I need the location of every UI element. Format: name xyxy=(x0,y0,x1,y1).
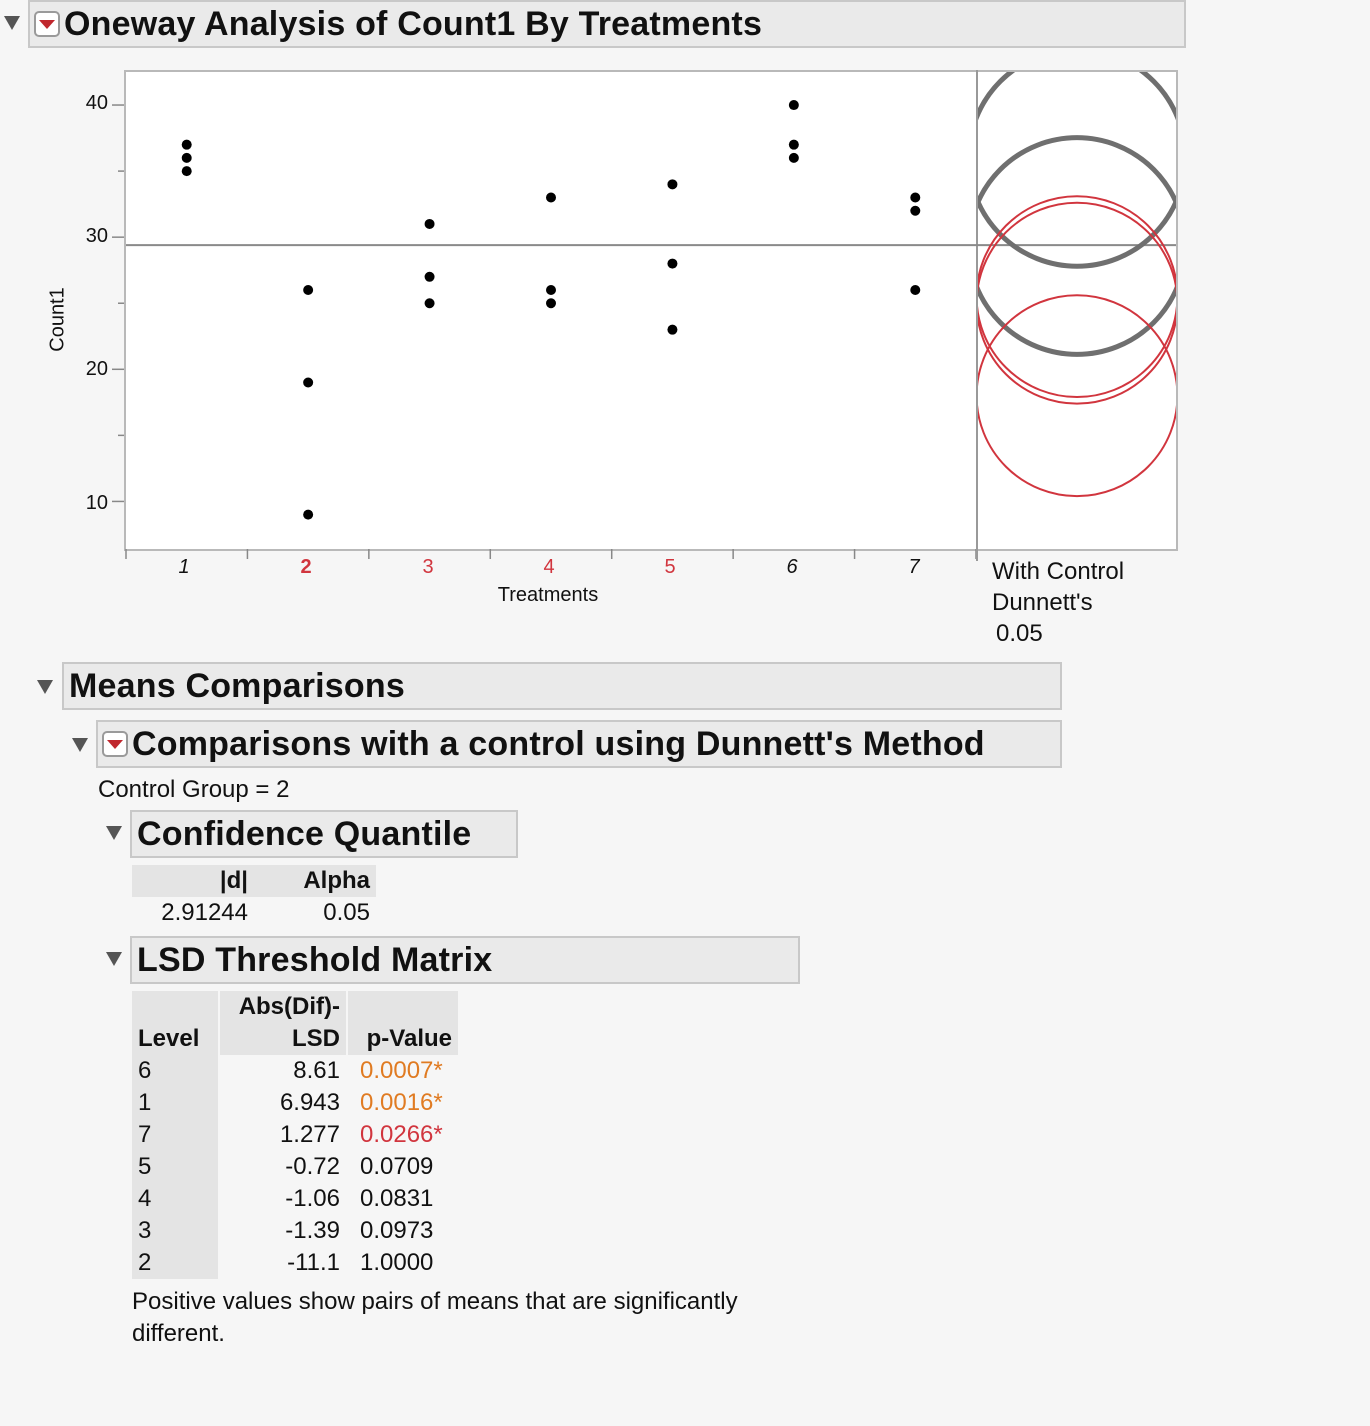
data-point xyxy=(789,100,799,110)
comparison-circle xyxy=(977,196,1178,397)
data-point xyxy=(546,285,556,295)
report-title: Oneway Analysis of Count1 By Treatments xyxy=(64,4,763,43)
abs-dif-lsd-cell: 6.943 xyxy=(279,1089,340,1116)
circle-legend xyxy=(992,556,1124,649)
data-point xyxy=(182,166,192,176)
lsd-matrix-disclosure-icon[interactable] xyxy=(106,952,122,966)
level-cell: 3 xyxy=(132,1215,218,1247)
lsd-matrix-body xyxy=(132,1055,458,1279)
means-comparisons-disclosure-icon[interactable] xyxy=(37,680,53,694)
data-point xyxy=(667,179,677,189)
x-axis-label: Treatments xyxy=(497,584,599,606)
table-row xyxy=(132,1247,458,1279)
data-point xyxy=(667,325,677,335)
p-value-cell: 0.0973 xyxy=(360,1217,434,1244)
confidence-quantile-title: Confidence Quantile xyxy=(137,814,472,853)
x-tick-label: 1 xyxy=(178,556,190,578)
y-tick-label: 10 xyxy=(85,492,108,514)
level-cell: 6 xyxy=(132,1055,218,1087)
data-point xyxy=(910,193,920,203)
comparison-circle xyxy=(969,50,1186,267)
abs-dif-lsd-cell: 8.61 xyxy=(293,1057,340,1084)
p-value-cell: 0.0007* xyxy=(360,1057,443,1084)
p-value-cell: 0.0831 xyxy=(360,1185,434,1212)
y-tick-label: 30 xyxy=(85,225,108,247)
column-header xyxy=(220,991,346,1055)
y-tick-label: 40 xyxy=(85,92,108,114)
data-point xyxy=(182,153,192,163)
abs-dif-lsd-cell: 1.277 xyxy=(279,1121,340,1148)
p-value-cell: 0.0709 xyxy=(360,1153,434,1180)
column-header: Level xyxy=(132,991,218,1055)
column-header: |d| xyxy=(132,865,254,897)
y-tick-label: 20 xyxy=(85,358,108,380)
circle-legend-line: Dunnett's xyxy=(992,589,1093,616)
data-point xyxy=(546,193,556,203)
lsd-matrix-table xyxy=(132,991,458,1279)
level-cell: 4 xyxy=(132,1183,218,1215)
circle-legend-line: With Control xyxy=(992,558,1125,585)
table-row xyxy=(132,1183,458,1215)
level-cell: 7 xyxy=(132,1119,218,1151)
table-row xyxy=(132,1119,458,1151)
p-value-cell: 1.0000 xyxy=(360,1249,434,1276)
x-tick-label: 3 xyxy=(422,556,434,578)
lsd-matrix-header xyxy=(130,936,800,984)
x-tick-label: 5 xyxy=(664,556,676,578)
table-row xyxy=(132,1215,458,1247)
data-point xyxy=(303,510,313,520)
confidence-quantile-table xyxy=(132,865,376,929)
red-triangle-menu-icon[interactable] xyxy=(102,731,128,757)
means-comparisons-title: Means Comparisons xyxy=(69,666,405,705)
data-point xyxy=(425,219,435,229)
data-point xyxy=(182,140,192,150)
confidence-quantile-disclosure-icon[interactable] xyxy=(106,826,122,840)
level-cell: 1 xyxy=(132,1087,218,1119)
table-cell: 0.05 xyxy=(323,899,370,926)
lsd-note: Positive values show pairs of means that are significantly different. xyxy=(132,1288,738,1347)
level-cell: 2 xyxy=(132,1247,218,1279)
lsd-matrix-title: LSD Threshold Matrix xyxy=(137,940,493,979)
data-point xyxy=(303,285,313,295)
control-group-label: Control Group = 2 xyxy=(98,776,290,803)
abs-dif-lsd-cell: -1.06 xyxy=(285,1185,340,1212)
data-point xyxy=(910,206,920,216)
data-point xyxy=(546,298,556,308)
column-header-line: LSD xyxy=(292,1025,340,1052)
column-header: Alpha xyxy=(254,865,376,897)
dunnett-header xyxy=(96,720,1062,768)
p-value-cell: 0.0266* xyxy=(360,1121,443,1148)
table-cell: 2.91244 xyxy=(161,899,248,926)
abs-dif-lsd-cell: -0.72 xyxy=(285,1153,340,1180)
data-point xyxy=(425,298,435,308)
column-header: p-Value xyxy=(348,991,458,1055)
confidence-quantile-header xyxy=(130,810,518,858)
comparison-circle xyxy=(977,203,1178,404)
column-header-line: Abs(Dif)- xyxy=(238,993,340,1020)
table-row xyxy=(132,1151,458,1183)
dunnett-title: Comparisons with a control using Dunnett's Method xyxy=(132,724,985,763)
x-tick-label: 7 xyxy=(908,556,920,578)
x-tick-label: 4 xyxy=(543,556,555,578)
table-row xyxy=(132,1055,458,1087)
means-comparisons-header xyxy=(62,662,1062,710)
data-point xyxy=(789,153,799,163)
x-tick-label: 6 xyxy=(786,556,798,578)
p-value-cell: 0.0016* xyxy=(360,1089,443,1116)
abs-dif-lsd-cell: -11.1 xyxy=(287,1249,340,1276)
y-axis-label-wrap xyxy=(30,280,78,360)
circle-legend-line: 0.05 xyxy=(996,620,1043,647)
table-row xyxy=(132,1087,458,1119)
data-point xyxy=(910,285,920,295)
dunnett-disclosure-icon[interactable] xyxy=(72,738,88,752)
level-cell: 5 xyxy=(132,1151,218,1183)
y-axis-label: Count1 xyxy=(46,287,69,352)
abs-dif-lsd-cell: -1.39 xyxy=(285,1217,340,1244)
data-point xyxy=(303,378,313,388)
data-point xyxy=(789,140,799,150)
data-point xyxy=(667,259,677,269)
x-tick-label: 2 xyxy=(300,556,312,578)
data-point xyxy=(425,272,435,282)
